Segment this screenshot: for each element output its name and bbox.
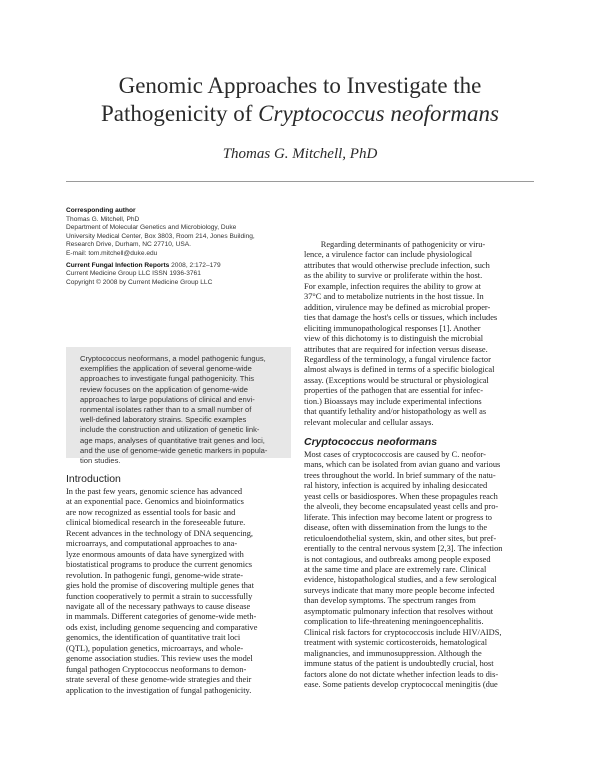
body-line: For example, infection requires the ability to grow at: [304, 281, 481, 291]
body-line: factors alone do not dictate whether infection leads to dis-: [304, 669, 499, 679]
abstract-line: ronmental isolates rather than to a small number of: [80, 405, 252, 415]
virulence-paragraph: [304, 240, 535, 428]
abstract-box: [66, 347, 291, 466]
body-line: (QTL), population genetics, microarrays, and whole-: [66, 643, 244, 653]
body-line: addition, virulence may be defined as microbial proper-: [304, 302, 491, 312]
body-line: trees throughout the world. In brief summary of the natu-: [304, 470, 496, 480]
body-line: asymptomatic pulmonary infection that resolves without: [304, 606, 494, 616]
body-line: erentially to the central nervous system [2,3]. The infection: [304, 544, 503, 554]
article-metadata: [66, 207, 291, 290]
body-line: that quantify lethality and/or histopathology as well as: [304, 407, 487, 417]
body-line: biostatistical programs to produce the current genomics: [66, 560, 253, 570]
title-line-1: Genomic Approaches to Investigate the: [118, 73, 482, 98]
body-line: at an exponential pace. Genomics and bioinformatics: [66, 497, 244, 507]
body-line: Clinical risk factors for cryptococcosis include HIV/AIDS,: [304, 627, 502, 637]
title-line-2: [40, 100, 560, 128]
body-line: at the same time and place are extremely rare. Clinical: [304, 564, 487, 574]
body-line: Regarding determinants of pathogenicity or viru-: [304, 240, 486, 249]
body-line: fungal pathogen Cryptococcus neoformans to demon-: [66, 664, 247, 674]
citation-details: 2008, 2:172–179: [169, 261, 221, 269]
body-line: microarrays, and computational approaches to ana-: [66, 539, 238, 549]
corr-line: Thomas G. Mitchell, PhD: [66, 215, 140, 223]
body-line: clinical biomedical research in the foreseeable future.: [66, 518, 246, 528]
body-line: eliciting immunopathological responses [1]. Another: [304, 323, 481, 333]
body-line: ties that damage the host's cells or tissues, which includes: [304, 313, 498, 323]
corr-line: University Medical Center, Box 3803, Room 214, Jones Building,: [66, 232, 255, 240]
corresponding-author-block: [66, 207, 291, 259]
body-line: evidence, histopathological studies, and a few serological: [304, 575, 497, 585]
body-line: strate several of these genome-wide strategies and their: [66, 675, 252, 685]
abstract-line: review focuses on the application of genome-wide: [80, 384, 249, 394]
body-line: properties of the pathogen that are essential for infec-: [304, 386, 484, 396]
body-line: the alveoli, they become encapsulated yeast cells and pro-: [304, 502, 499, 512]
abstract-line: and the use of genome-wide genetic markers in popula-: [80, 445, 268, 455]
body-line: liferate. This infection may become latent or progress to: [304, 512, 492, 522]
abstract-line: approaches to investigate fungal pathogenicity. This: [80, 374, 255, 384]
cryptococcus-section: [304, 436, 535, 690]
corr-line: Department of Molecular Genetics and Microbiology, Duke: [66, 224, 237, 232]
body-line: genomics, the identification of quantitative trait loci: [66, 633, 241, 643]
body-line: in mammals. Different categories of genome-wide meth-: [66, 612, 257, 622]
body-line: ods exist, including genome sequencing and comparative: [66, 622, 258, 632]
copyright-line: Copyright © 2008 by Current Medicine Group LLC: [66, 278, 213, 286]
title-line-2-prefix: Pathogenicity of: [101, 101, 259, 126]
introduction-body: [66, 487, 291, 696]
abstract-line: tion studies.: [80, 456, 121, 466]
abstract-line: Cryptococcus neoformans, a model pathogenic fungus,: [80, 354, 266, 363]
body-line: tion.) Bioassays may include experimental infections: [304, 396, 482, 406]
body-line: immune status of the patient is undoubtedly crucial, host: [304, 659, 494, 669]
body-line: attributes that would otherwise preclude infection, such: [304, 260, 490, 270]
corresponding-author-label: Corresponding author: [66, 207, 136, 214]
cryptococcus-body: [304, 450, 535, 690]
citation-line: [66, 262, 291, 271]
body-line: yeast cells or basidiospores. When these propagules reach: [304, 491, 498, 501]
body-line: Most cases of cryptococcosis are caused by C. neofor-: [304, 450, 486, 459]
body-line: gies hold the promise of discovering multiple genes that: [66, 581, 254, 591]
body-line: malignancies, and immunosuppression. Although the: [304, 648, 482, 658]
body-line: function cooperatively to permit a strain to successfully: [66, 591, 253, 601]
body-line: genome association studies. This review uses the model: [66, 654, 253, 664]
body-line: ease. Some patients develop cryptococcal meningitis (due: [304, 679, 498, 689]
abstract-line: well-defined laboratory strains. Specific examples: [80, 415, 247, 425]
abstract-line: include the construction and utilization of genetic link-: [80, 425, 260, 435]
body-line: attributes that are required for infection versus disease.: [304, 344, 488, 354]
body-line: than develop symptoms. The spectrum ranges from: [304, 596, 476, 606]
cryptococcus-heading: Cryptococcus neoformans: [304, 436, 438, 448]
body-line: relevant molecular and cellular assays.: [304, 417, 434, 427]
body-line: navigate all of the necessary pathways to cause disease: [66, 601, 251, 611]
body-line: Recent advances in the technology of DNA sequencing,: [66, 528, 253, 538]
body-line: revolution. In pathogenic fungi, genome-wide strate-: [66, 570, 243, 580]
abstract-line: exemplifies the application of several genome-wide: [80, 364, 252, 374]
body-line: In the past few years, genomic science has advanced: [66, 487, 243, 496]
body-line: Regardless of the terminology, a fungal virulence factor: [304, 354, 491, 364]
body-line: surveys indicate that many more people become infected: [304, 585, 495, 595]
title-species-name: Cryptococcus neoformans: [258, 101, 499, 126]
introduction-section: [66, 473, 291, 696]
body-line: disease, often with dissemination from the lungs to the: [304, 523, 488, 533]
abstract-line: age maps, analyses of quantitative trait genes and loci,: [80, 435, 265, 445]
body-line: are now recognized as essential tools for basic and: [66, 507, 236, 517]
body-line: almost always is defined in terms of a specific biological: [304, 365, 495, 375]
citation-block: [66, 262, 291, 288]
article-title: [40, 72, 560, 128]
corr-email: E-mail: tom.mitchell@duke.edu: [66, 249, 158, 257]
body-line: reticuloendothelial system, skin, and other sites, but pref-: [304, 533, 497, 543]
journal-name: Current Fungal Infection Reports: [66, 261, 170, 269]
body-line: complication to life-threatening meningoencephalitis.: [304, 617, 484, 627]
body-line: view of this dichotomy is to distinguish the microbial: [304, 334, 484, 344]
introduction-heading: Introduction: [66, 473, 121, 485]
body-line: lyze enormous amounts of data have synergized with: [66, 549, 244, 559]
body-line: is not contagious, and outbreaks among people exposed: [304, 554, 491, 564]
body-line: treatment with systemic corticosteroids, hematological: [304, 638, 488, 648]
body-line: assay. (Exceptions would be structural or physiological: [304, 375, 489, 385]
title-divider: [66, 181, 534, 182]
corr-line: Research Drive, Durham, NC 27710, USA.: [66, 241, 191, 249]
publisher-line: Current Medicine Group LLC ISSN 1936-3761: [66, 270, 201, 278]
author-name: Thomas G. Mitchell, PhD: [222, 146, 378, 162]
abstract-text: [80, 354, 280, 466]
abstract-line: approaches to large populations of clinical and envi-: [80, 394, 255, 404]
body-line: mans, which can be isolated from avian guano and various: [304, 460, 501, 470]
body-line: ral history, infection is acquired by inhaling desiccated: [304, 481, 488, 491]
body-line: 37°C and to metabolize nutrients in the host tissue. In: [304, 292, 484, 302]
body-line: lence, a virulence factor can include physiological: [304, 250, 473, 260]
body-line: as the ability to survive or proliferate within the host.: [304, 271, 483, 281]
body-line: application to the investigation of fungal pathogenicity.: [66, 685, 252, 695]
